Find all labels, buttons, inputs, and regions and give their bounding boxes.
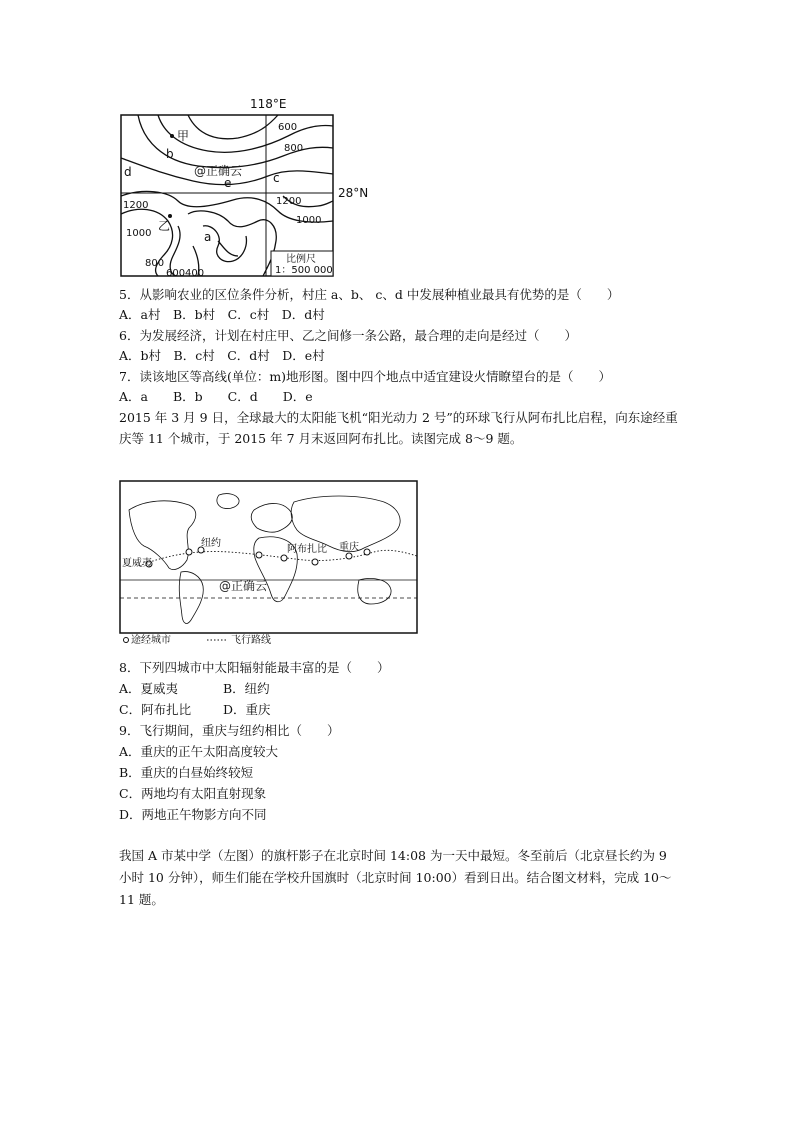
village-label: e <box>224 176 232 190</box>
question-6-options: A．b村 B．c村 C．d村 D．e村 <box>119 348 325 363</box>
city-label: 阿布扎比 <box>287 544 327 555</box>
city-marker <box>346 553 352 559</box>
question-5-options: A．a村 B．b村 C．c村 D．d村 <box>119 307 325 322</box>
contour-label: 800 <box>284 143 304 154</box>
village-label: 甲 <box>177 129 190 143</box>
question-8: 8．下列四城市中太阳辐射能最丰富的是（ ） <box>119 660 390 675</box>
city-marker <box>364 549 370 555</box>
contour-label: 600 <box>278 122 298 133</box>
village-label: 乙 <box>158 219 171 233</box>
question-9-option: A．重庆的正午太阳高度较大 <box>119 744 279 759</box>
parallel-label: 28°N <box>338 186 369 200</box>
watermark: @正确云 <box>194 164 243 178</box>
question-8-options-row <box>119 702 271 718</box>
village-label: b <box>166 147 174 161</box>
option: D．重庆 <box>223 702 271 717</box>
city-marker <box>186 549 192 555</box>
question-7: 7．读该地区等高线(单位：m)地形图。图中四个地点中适宜建设火情瞭望台的是（ ） <box>119 369 612 384</box>
city-label: 纽约 <box>201 538 221 549</box>
question-9: 9．飞行期间，重庆与纽约相比（ ） <box>119 723 340 738</box>
option: A．夏威夷 <box>119 681 179 696</box>
map-legend <box>124 633 272 646</box>
question-9-option: B．重庆的白昼始终较短 <box>119 765 254 780</box>
contour-label: 400 <box>185 268 205 278</box>
city-label: 夏威夷 <box>122 558 152 569</box>
city-label: 重庆 <box>339 542 359 553</box>
world-map <box>119 480 419 646</box>
village-label: a <box>204 230 212 244</box>
scale-value: 1：500 000 <box>275 265 333 276</box>
contour-label: 1000 <box>126 228 152 239</box>
question-7-options: A．a B．b C．d D．e <box>119 389 313 404</box>
option: C．阿布扎比 <box>119 702 192 717</box>
intro-10-11: 我国 A 市某中学（左图）的旗杆影子在北京时间 14:08 为一天中最短。冬至前后（北京昼长约为 9 小时 10 分钟），师生们能在学校升国旗时（北京时间 10:00）看到日出。结合图文材料，完成 10～11 题。 <box>119 848 672 907</box>
scale-title: 比例尺 <box>286 254 316 265</box>
village-labels <box>124 129 280 244</box>
city-marker <box>312 559 318 565</box>
question-5: 5．从影响农业的区位条件分析，村庄 a、b、 c、d 中发展种植业最具有优势的是（ ） <box>119 287 620 302</box>
city-marker <box>281 555 287 561</box>
contour-map <box>118 96 370 278</box>
village-marker <box>168 214 172 218</box>
intro-8-9: 2015 年 3 月 9 日，全球最大的太阳能飞机“阳光动力 2 号”的环球飞行从阿布扎比启程，向东途经重庆等 11 个城市，于 2015 年 7 月末返回阿布扎比。读图完成 8～9 题。 <box>119 410 678 446</box>
question-6: 6．为发展经济，计划在村庄甲、乙之间修一条公路，最合理的走向是经过（ ） <box>119 328 577 343</box>
question-8-options-row <box>119 681 270 697</box>
legend-city-icon <box>124 638 129 643</box>
legend-city-label: 途经城市 <box>131 635 171 646</box>
contour-label: 1000 <box>296 215 322 226</box>
city-marker <box>256 552 262 558</box>
village-label: c <box>273 171 280 185</box>
village-marker <box>170 134 174 138</box>
option: B．纽约 <box>223 681 270 696</box>
village-label: d <box>124 165 132 179</box>
contour-label: 1200 <box>123 200 149 211</box>
contour-label: 1200 <box>276 196 302 207</box>
contour-label: 600 <box>166 268 186 278</box>
question-9-option: C．两地均有太阳直射现象 <box>119 786 267 801</box>
meridian-label: 118°E <box>250 97 287 111</box>
contour-label: 800 <box>145 258 165 269</box>
legend-route-label: 飞行路线 <box>231 635 271 646</box>
watermark: @正确云 <box>219 579 268 593</box>
question-9-option: D．两地正午物影方向不同 <box>119 807 267 822</box>
